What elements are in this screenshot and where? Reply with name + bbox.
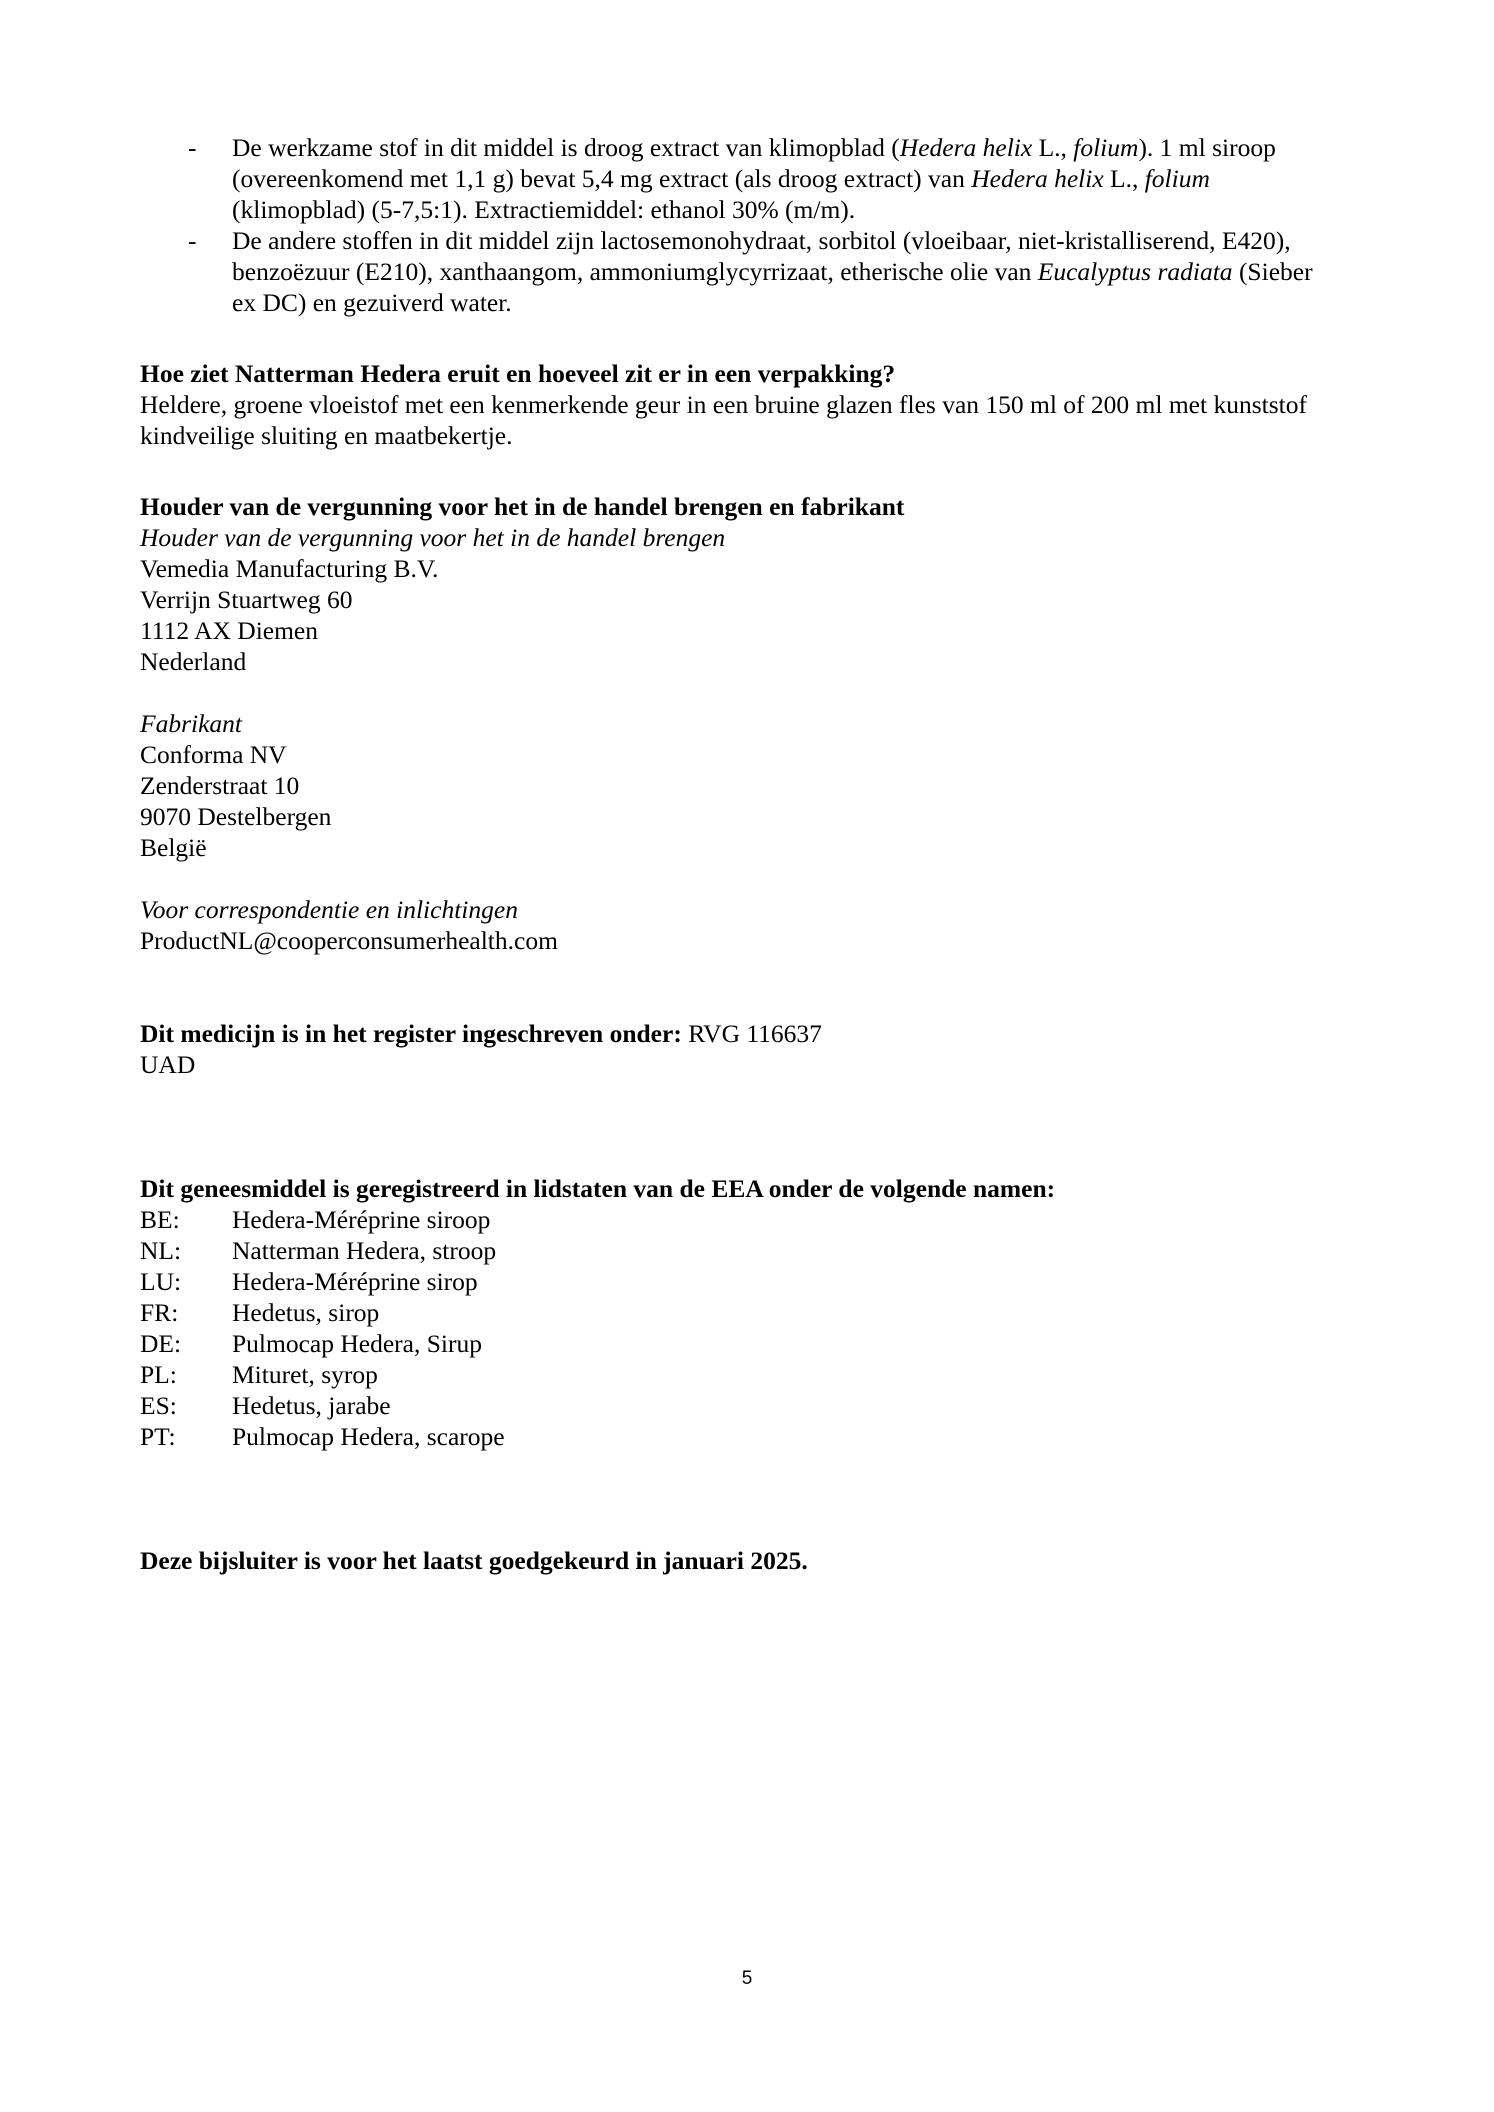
product-name: Hedetus, jarabe	[232, 1391, 391, 1420]
appearance-heading: Hoe ziet Natterman Hedera eruit en hoeveel zit er in een verpakking?	[140, 359, 896, 388]
country-code: PT:	[140, 1422, 176, 1451]
bullet-text-run: ). 1 ml siroop (overeenkomend met 1,1 g) bevat 5,4 mg extract (als droog extract) van	[232, 133, 1276, 193]
country-code: PL:	[140, 1360, 177, 1389]
country-code: NL:	[140, 1236, 182, 1265]
spacer	[140, 956, 1322, 1018]
table-row	[140, 1328, 505, 1359]
marketing-heading: Houder van de vergunning voor het in de handel brengen en fabrikant	[140, 492, 905, 521]
dash-bullet-icon: -	[188, 133, 197, 162]
product-name: Natterman Hedera, stroop	[232, 1236, 497, 1265]
bullet-text-run: L.,	[1032, 133, 1074, 162]
correspondence-subheading: Voor correspondentie en inlichtingen	[140, 895, 518, 924]
spacer	[140, 1080, 1322, 1173]
holder-address-line: Vemedia Manufacturing B.V.	[140, 554, 439, 583]
ingredients-list	[140, 132, 1322, 318]
bullet-text	[232, 133, 1276, 224]
list-item	[140, 225, 1322, 318]
spacer	[140, 1452, 1322, 1545]
bullet-text	[232, 226, 1313, 317]
table-row	[140, 1390, 505, 1421]
bullet-text-run: Hedera helix	[971, 164, 1104, 193]
bullet-text-run: De andere stoffen in dit middel zijn lactosemonohydraat, sorbitol (vloeibaar, niet-kristalliserend, E420), benzoëzuur (E210), xanthaangom, ammoniumglycyrrizaat, etherische olie van	[232, 226, 1291, 286]
holder-address-line: 1112 AX Diemen	[140, 616, 319, 645]
product-name: Hedera-Méréprine sirop	[232, 1267, 478, 1296]
spacer	[140, 318, 1322, 358]
bullet-text-run: (Sieber ex DC) en gezuiverd water.	[232, 257, 1313, 317]
country-code: LU:	[140, 1267, 182, 1296]
holder-subheading: Houder van de vergunning voor het in de handel brengen	[140, 523, 726, 552]
table-row	[140, 1204, 505, 1235]
country-code: FR:	[140, 1298, 179, 1327]
manufacturer-address-line: Conforma NV	[140, 740, 287, 769]
registration-label: Dit medicijn is in het register ingeschreven onder:	[140, 1019, 682, 1048]
holder-address-line: Nederland	[140, 647, 247, 676]
product-name: Hedetus, sirop	[232, 1298, 380, 1327]
product-name: Hedera-Méréprine siroop	[232, 1205, 491, 1234]
bullet-text-run: De werkzame stof in dit middel is droog extract van klimopblad (	[232, 133, 900, 162]
bullet-text-run: Hedera helix	[899, 133, 1033, 162]
bullet-text-run: folium	[1073, 133, 1139, 162]
product-name: Pulmocap Hedera, Sirup	[232, 1329, 482, 1358]
eea-heading: Dit geneesmiddel is geregistreerd in lidstaten van de EEA onder de volgende namen:	[140, 1174, 1056, 1203]
manufacturer-address-line: België	[140, 833, 207, 862]
table-row	[140, 1297, 505, 1328]
bullet-text-run: Eucalyptus radiata	[1037, 257, 1233, 286]
country-code: ES:	[140, 1391, 177, 1420]
country-code: DE:	[140, 1329, 182, 1358]
page-number: 5	[741, 1968, 753, 1989]
registration-line	[140, 1018, 1322, 1049]
bullet-text-run: (klimopblad) (5-7,5:1). Extractiemiddel: ethanol 30% (m/m).	[232, 195, 856, 224]
registration-classification: UAD	[140, 1050, 196, 1079]
list-item	[140, 132, 1322, 225]
manufacturer-address-line: 9070 Destelbergen	[140, 802, 332, 831]
dash-bullet-icon: -	[188, 226, 197, 255]
table-row	[140, 1359, 505, 1390]
manufacturer-address-line: Zenderstraat 10	[140, 771, 300, 800]
bullet-text-run: folium	[1144, 164, 1210, 193]
table-row	[140, 1421, 505, 1452]
spacer	[140, 451, 1322, 491]
appearance-body: Heldere, groene vloeistof met een kenmerkende geur in een bruine glazen fles van 150 ml of 200 ml met kunststof kindveilige sluiting en maatbekertje.	[140, 390, 1307, 450]
approval-date-line: Deze bijsluiter is voor het laatst goedgekeurd in januari 2025.	[140, 1546, 808, 1575]
spacer	[140, 677, 1322, 708]
registration-number: RVG 116637	[688, 1019, 822, 1048]
manufacturer-subheading: Fabrikant	[140, 709, 242, 738]
product-name: Mituret, syrop	[232, 1360, 378, 1389]
bullet-text-run: L.,	[1103, 164, 1145, 193]
page-content	[140, 132, 1322, 1576]
spacer	[140, 863, 1322, 894]
product-name: Pulmocap Hedera, scarope	[232, 1422, 505, 1451]
table-row	[140, 1235, 505, 1266]
table-row	[140, 1266, 505, 1297]
correspondence-email: ProductNL@cooperconsumerhealth.com	[140, 926, 558, 955]
eea-names-table	[140, 1204, 505, 1452]
holder-address-line: Verrijn Stuartweg 60	[140, 585, 353, 614]
country-code: BE:	[140, 1205, 180, 1234]
